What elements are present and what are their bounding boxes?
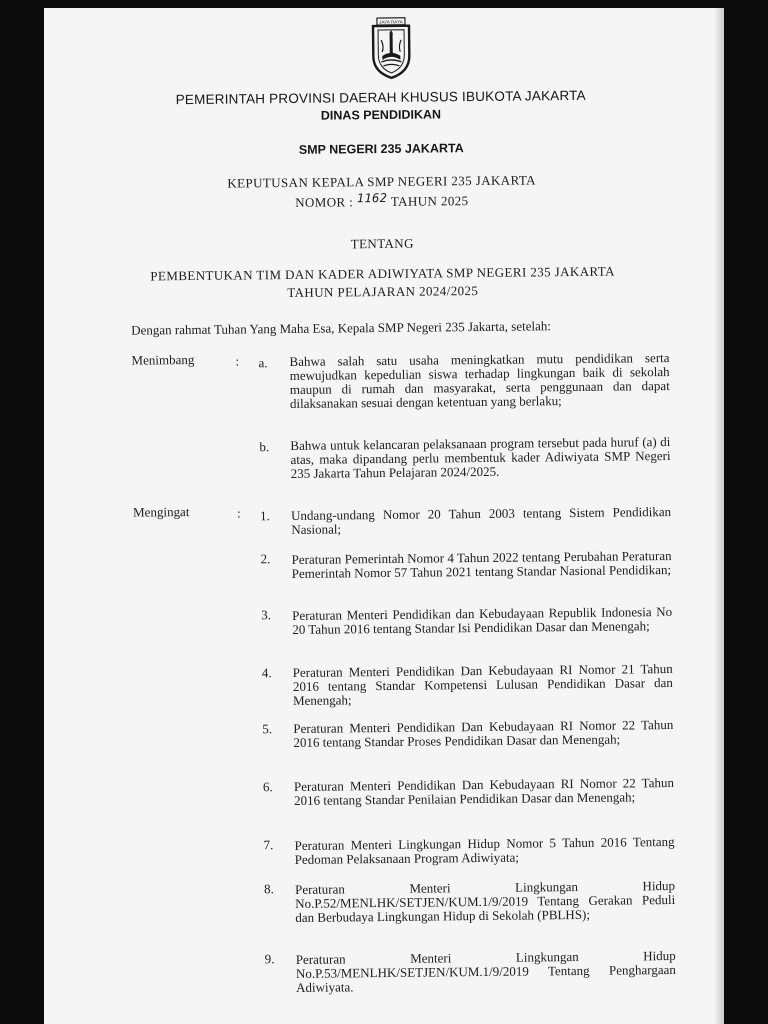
mengingat-item-marker: 8. [263, 881, 274, 897]
mengingat-item-text: Peraturan Menteri Pendidikan Dan Kebudayaan RI Nomor 22 Tahun 2016 tentang Standar Penilaian Pendidikan Dasar dan Menengah; [293, 774, 675, 808]
mengingat-item-text: Peraturan Menteri Pendidikan Dan Kebudayaan RI Nomor 21 Tahun 2016 tentang Standar Kompetensi Lulusan Pendidikan Dasar dan Menengah; [292, 660, 673, 708]
page-edge-shadow [714, 8, 724, 1024]
mengingat-item-marker: 1. [260, 508, 270, 524]
decree-title: KEPUTUSAN KEPALA SMP NEGERI 235 JAKARTA [227, 172, 536, 191]
mengingat-item-marker: 5. [262, 721, 273, 737]
menimbang-item-text: Bahwa untuk kelancaran pelaksanaan program tersebut pada huruf (a) di atas, maka dipandang perlu membentuk kader Adiwiyata SMP Negeri 235 Jakarta Tahun Pelajaran 2024/2025. [290, 434, 671, 481]
nomor-handwritten-value: 1162 [356, 190, 388, 206]
document-page [44, 8, 724, 1024]
mengingat-colon: : [237, 505, 241, 521]
menimbang-item-text: Bahwa salah satu usaha meningkatkan mutu pendidikan serta mewujudkan kepedulian siswa terhadap lingkungan baik di sekolah maupun di rumah dan masyarakat, serta penggunaan dan dapat dilaksanakan sesuai dengan ketentuan yang berlaku; [289, 350, 670, 411]
mengingat-item-text: Peraturan Menteri Lingkungan Hidup Nomor 5 Tahun 2016 Tentang Pedoman Pelaksanaan Program Adiwiyata; [294, 833, 675, 867]
mengingat-item-text: Peraturan Menteri Lingkungan Hidup No.P.53/MENLHK/SETJEN/KUM.1/9/2019 Tentang Penghargaan Adiwiyata. [295, 947, 676, 995]
mengingat-label: Mengingat [132, 504, 190, 520]
mengingat-item-marker: 4. [261, 665, 272, 681]
mengingat-item-marker: 9. [264, 951, 275, 967]
crest-motto: JAYA RAYA [379, 19, 403, 25]
mengingat-item-text: Peraturan Pemerintah Nomor 4 Tahun 2022 tentang Perubahan Peraturan Pemerintah Nomor 57 Tahun 2021 tentang Standar Nasional Pendidikan; [291, 547, 672, 581]
opening-statement: Dengan rahmat Tuhan Yang Maha Esa, Kepala SMP Negeri 235 Jakarta, setelah: [131, 318, 551, 338]
tentang-heading: TENTANG [350, 235, 414, 252]
decree-subject-line1: PEMBENTUKAN TIM DAN KADER ADIWIYATA SMP NEGERI 235 JAKARTA [150, 263, 615, 284]
document-content [44, 8, 724, 1024]
mengingat-item-text: Peraturan Menteri Pendidikan dan Kebudayaan Republik Indonesia No 20 Tahun 2016 tentang Standar Isi Pendidikan Dasar dan Menengah; [292, 603, 673, 637]
menimbang-item-marker: a. [258, 355, 268, 371]
mengingat-item-text: Peraturan Menteri Pendidikan Dan Kebudayaan RI Nomor 22 Tahun 2016 tentang Standar Proses Pendidikan Dasar dan Menengah; [293, 716, 674, 750]
mengingat-item-marker: 3. [261, 607, 271, 623]
menimbang-label: Menimbang [131, 351, 195, 368]
mengingat-item-text: Peraturan Menteri Lingkungan Hidup No.P.52/MENLHK/SETJEN/KUM.1/9/2019 Tentang Gerakan Peduli dan Berbudaya Lingkungan Hidup di Sekolah (PBLHS); [294, 877, 676, 925]
school-header: SMP NEGERI 235 JAKARTA [298, 141, 464, 157]
mengingat-item-marker: 7. [263, 837, 274, 853]
decree-subject-line2: TAHUN PELAJARAN 2024/2025 [287, 283, 479, 301]
mengingat-item-marker: 6. [262, 779, 273, 795]
menimbang-colon: : [235, 353, 240, 369]
decree-number-line [44, 190, 722, 213]
menimbang-item-marker: b. [259, 439, 270, 455]
mengingat-item-text: Undang-undang Nomor 20 Tahun 2003 tentang Sistem Pendidikan Nasional; [291, 503, 672, 537]
mengingat-item-marker: 2. [260, 551, 271, 567]
jakarta-crest-icon [368, 16, 415, 80]
department-header: DINAS PENDIDIKAN [320, 107, 442, 123]
nomor-label: NOMOR : [295, 194, 354, 210]
government-header: PEMERINTAH PROVINSI DAERAH KHUSUS IBUKOTA JAKARTA [175, 87, 586, 108]
tahun-label: TAHUN 2025 [390, 193, 469, 209]
